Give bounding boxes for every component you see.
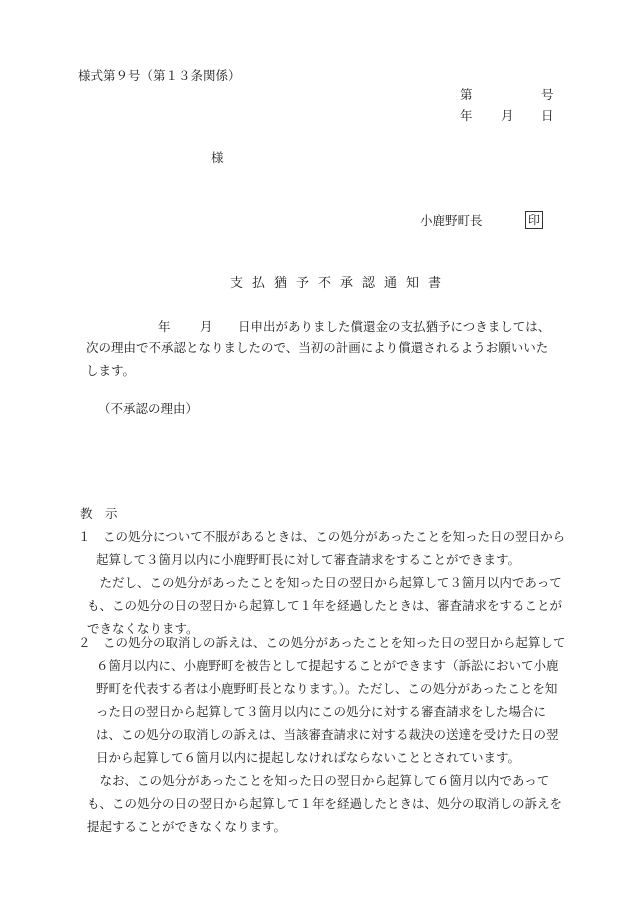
instruction-item-1-number: １ [78,529,91,544]
body-line1: 日申出がありました償還金の支払猶予につきましては、 [238,319,551,334]
instruction-item-1-text-1: この処分について不服があるときは、この処分があったことを知った日の翌日から起算して３箇月以内に小鹿野町長に対して審査請求をすることができます。 [96,529,566,567]
body-text: 次の理由で不承認となりましたので、当初の計画により償還されるようお願いいたします。 [86,340,549,378]
document-title: 支払猶予不承認通知書 [230,276,451,291]
seal-mark [525,211,543,229]
form-label: 様式第９号（第１３条関係） [78,68,241,83]
reason-heading: （不承認の理由） [98,401,199,416]
instruction-item-2-text-1: この処分の取消しの訴えは、この処分があったことを知った日の翌日から起算して６箇月以内に、小鹿野町を被告として提起することができます（訴訟において小鹿野町を代表する者は小鹿野町長となります。）。ただし、この処分があったことを知った日の翌日から起算して３箇月以内にこの処分に対する審査請求をした場合には、この処分の取消しの訴えは、当該審査請求に対する裁決の送達を受けた日の翌日から起算して６箇月以内に提起しなければならないこととされています。 [96,635,566,765]
issuer-name: 小鹿野町長 [420,213,483,228]
document-number-prefix: 第 [460,87,473,102]
date-month: 月 [501,108,514,123]
date-day: 日 [541,108,554,123]
document-number-suffix: 号 [541,87,554,102]
instruction-item-2-para-2 [78,769,568,838]
body-year: 年 [158,319,171,334]
addressee-honorific: 様 [211,150,224,165]
instruction-item-1-para-1 [78,525,568,571]
instruction-heading: 教 示 [80,506,118,521]
instruction-item-2-text-2: なお、この処分があったことを知った日の翌日から起算して６箇月以内であっても、この処分の日の翌日から起算して１年を経過したときは、処分の取消しの訴えを提起することができなくなります。 [87,773,563,834]
body-month: 月 [200,319,213,334]
instruction-item-1 [78,525,568,640]
instruction-item-1-text-2: ただし、この処分があったことを知った日の翌日から起算して３箇月以内であっても、この処分の日の翌日から起算して１年を経過したときは、審査請求をすることができなくなります。 [87,575,563,636]
instruction-item-1-para-2 [78,571,568,640]
instruction-item-2-number: ２ [78,635,91,650]
seal-label: 印 [525,211,543,229]
instruction-item-2-para-1 [78,631,568,769]
date-year: 年 [460,108,473,123]
instruction-item-2 [78,631,568,838]
